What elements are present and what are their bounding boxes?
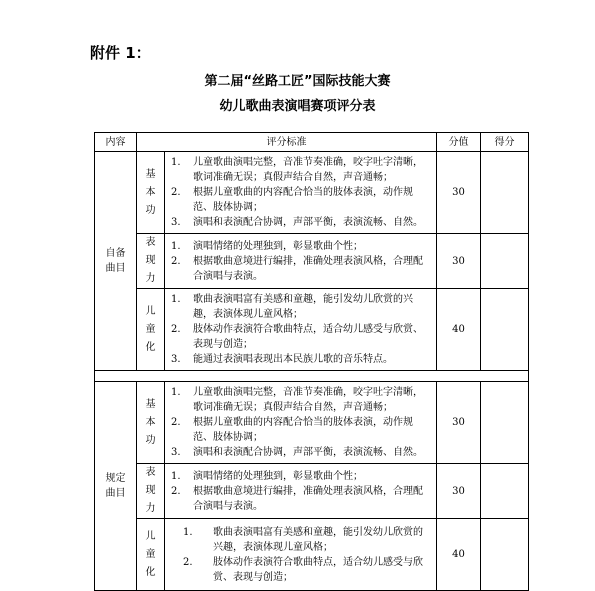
criteria-item bbox=[171, 322, 432, 352]
criteria-item bbox=[171, 292, 432, 322]
subcategory-cell: 表现力 bbox=[137, 464, 165, 519]
earned-cell[interactable] bbox=[481, 289, 529, 371]
criteria-text: 歌曲表演唱富有美感和童趣，能引发幼儿欣赏的兴趣，表演体现儿童风格； bbox=[213, 526, 423, 553]
criteria-list bbox=[171, 292, 432, 367]
criteria-item bbox=[171, 525, 432, 555]
criteria-number: 1. bbox=[171, 157, 181, 168]
criteria-list bbox=[171, 385, 432, 460]
criteria-number: 2. bbox=[183, 556, 193, 568]
criteria-text: 根据歌曲意境进行编排，准确处理表演风格，合理配合演唱与表演。 bbox=[193, 255, 423, 282]
criteria-text: 歌曲表演唱富有美感和童趣，能引发幼儿欣赏的兴趣，表演体现儿童风格； bbox=[193, 294, 413, 320]
criteria-item bbox=[171, 415, 432, 445]
criteria-item bbox=[171, 254, 432, 284]
score-cell: 30 bbox=[437, 464, 481, 519]
subcategory-cell: 儿童化 bbox=[137, 519, 165, 591]
criteria-item bbox=[171, 555, 432, 585]
criteria-list bbox=[171, 239, 432, 284]
criteria-item bbox=[171, 239, 432, 254]
attachment-label: 附件 1： bbox=[90, 44, 151, 62]
criteria-cell bbox=[165, 289, 437, 371]
criteria-number: 3. bbox=[171, 217, 181, 228]
header-criteria: 评分标准 bbox=[137, 133, 437, 152]
criteria-item bbox=[171, 484, 432, 514]
criteria-text: 演唱情绪的处理独到，彰显歌曲个性； bbox=[193, 470, 363, 482]
criteria-text: 儿童歌曲演唱完整，音准节奏准确，咬字吐字清晰，歌词准确无误；真假声结合自然，声音通畅； bbox=[193, 387, 423, 413]
criteria-number: 2. bbox=[171, 255, 181, 267]
section-separator bbox=[95, 371, 529, 382]
criteria-text: 儿童歌曲演唱完整，音准节奏准确，咬字吐字清晰，歌词准确无误；真假声结合自然，声音通畅； bbox=[193, 157, 423, 183]
earned-cell[interactable] bbox=[481, 382, 529, 464]
criteria-number: 3. bbox=[171, 447, 181, 458]
table-row bbox=[95, 234, 529, 289]
earned-cell[interactable] bbox=[481, 464, 529, 519]
table-header-row bbox=[95, 133, 529, 152]
criteria-number: 2. bbox=[171, 187, 181, 198]
criteria-text: 肢体动作表演符合歌曲特点，适合幼儿感受与欣赏、表现与创造； bbox=[213, 556, 423, 583]
criteria-text: 演唱情绪的处理独到，彰显歌曲个性； bbox=[193, 240, 363, 252]
criteria-number: 1. bbox=[171, 240, 181, 252]
criteria-cell bbox=[165, 382, 437, 464]
criteria-text: 演唱和表演配合协调，声部平衡，表演流畅、自然。 bbox=[193, 447, 423, 458]
category-cell: 自备曲目 bbox=[95, 152, 137, 371]
subcategory-cell: 表现力 bbox=[137, 234, 165, 289]
criteria-item bbox=[171, 155, 432, 185]
table-row bbox=[95, 289, 529, 371]
category-cell: 规定曲目 bbox=[95, 382, 137, 591]
earned-cell[interactable] bbox=[481, 152, 529, 234]
header-content: 内容 bbox=[95, 133, 137, 152]
criteria-text: 根据歌曲意境进行编排，准确处理表演风格，合理配合演唱与表演。 bbox=[193, 485, 423, 512]
criteria-number: 1. bbox=[171, 294, 181, 305]
criteria-number: 1. bbox=[183, 526, 193, 538]
subcategory-cell: 儿童化 bbox=[137, 289, 165, 371]
table-row bbox=[95, 382, 529, 464]
criteria-number: 2. bbox=[171, 417, 181, 428]
criteria-text: 根据儿童歌曲的内容配合恰当的肢体表演，动作规范、肢体协调； bbox=[193, 187, 413, 213]
criteria-text: 根据儿童歌曲的内容配合恰当的肢体表演，动作规范、肢体协调； bbox=[193, 417, 413, 443]
criteria-number: 3. bbox=[171, 354, 181, 365]
separator-cell bbox=[95, 371, 529, 382]
score-cell: 40 bbox=[437, 289, 481, 371]
criteria-number: 2. bbox=[171, 324, 181, 335]
criteria-item bbox=[171, 469, 432, 484]
subcategory-cell: 基本功 bbox=[137, 152, 165, 234]
header-score: 分值 bbox=[437, 133, 481, 152]
criteria-list bbox=[171, 525, 432, 585]
table-row bbox=[95, 152, 529, 234]
criteria-text: 演唱和表演配合协调，声部平衡，表演流畅、自然。 bbox=[193, 217, 423, 228]
scoring-table bbox=[94, 132, 529, 591]
criteria-item bbox=[171, 352, 432, 367]
criteria-item bbox=[171, 385, 432, 415]
criteria-cell bbox=[165, 152, 437, 234]
document-subtitle: 幼儿歌曲表演唱赛项评分表 bbox=[219, 99, 376, 114]
criteria-cell bbox=[165, 464, 437, 519]
document-title: 第二届“丝路工匠”国际技能大赛 bbox=[204, 74, 391, 89]
header-earned: 得分 bbox=[481, 133, 529, 152]
table-body bbox=[95, 152, 529, 591]
criteria-text: 肢体动作表演符合歌曲特点，适合幼儿感受与欣赏、表现与创造； bbox=[193, 324, 423, 350]
table-row bbox=[95, 464, 529, 519]
criteria-list bbox=[171, 469, 432, 514]
criteria-item bbox=[171, 445, 432, 460]
criteria-cell bbox=[165, 234, 437, 289]
criteria-number: 2. bbox=[171, 485, 181, 497]
score-cell: 40 bbox=[437, 519, 481, 591]
criteria-item bbox=[171, 185, 432, 215]
criteria-number: 1. bbox=[171, 470, 181, 482]
score-cell: 30 bbox=[437, 234, 481, 289]
earned-cell[interactable] bbox=[481, 234, 529, 289]
criteria-list bbox=[171, 155, 432, 230]
score-cell: 30 bbox=[437, 382, 481, 464]
criteria-text: 能通过表演唱表现出本民族儿歌的音乐特点。 bbox=[193, 354, 393, 365]
subcategory-cell: 基本功 bbox=[137, 382, 165, 464]
criteria-item bbox=[171, 215, 432, 230]
score-cell: 30 bbox=[437, 152, 481, 234]
table-row bbox=[95, 519, 529, 591]
earned-cell[interactable] bbox=[481, 519, 529, 591]
criteria-number: 1. bbox=[171, 387, 181, 398]
criteria-cell bbox=[165, 519, 437, 591]
